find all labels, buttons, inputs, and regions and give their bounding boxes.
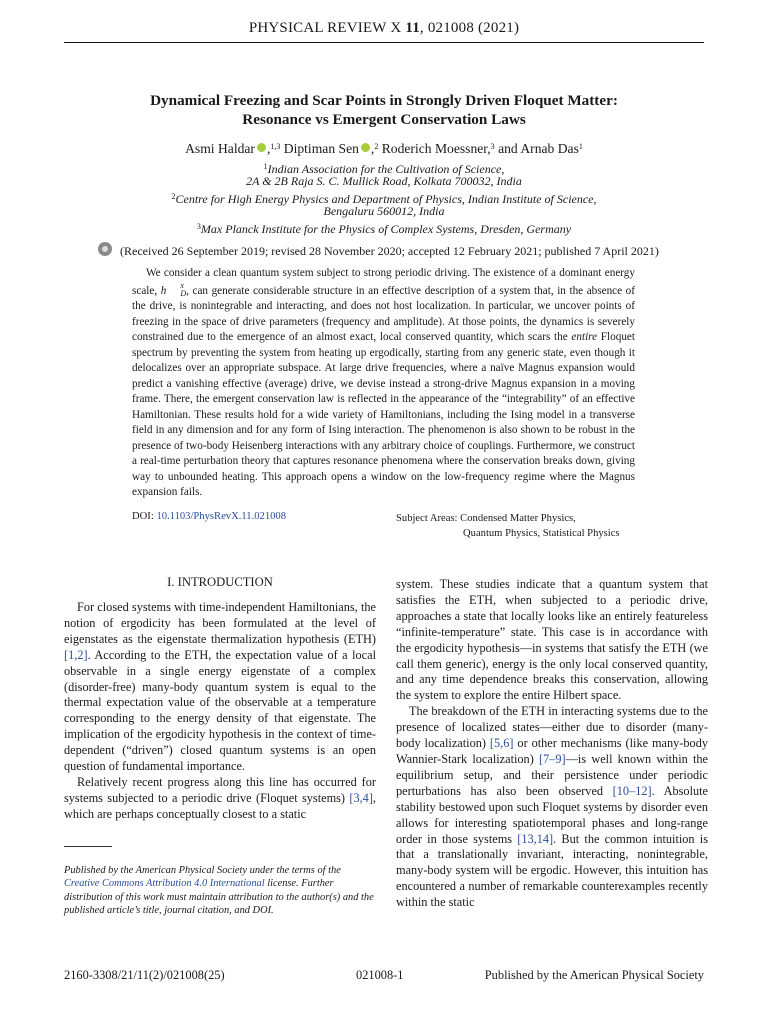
running-header: PHYSICAL REVIEW X 11, 021008 (2021) — [248, 20, 520, 36]
paragraph: For closed systems with time-independent Hamiltonians, the notion of ergodicity has been formulated at the level of eigenstates as the eigenstate thermalization hypothesis (ETH) [1,2]. According to the ETH, the expectation value of a local observable in a single energy eigenstate of a complex (disorder-free) many-body quantum system is equal to the thermal expectation value of the observable at a temperature corresponding to the energy density of that eigenstate. The implication of the ergodicity hypothesis in the context of time-dependent (“driven”) closed quantum systems is an open question of fundamental importance. — [64, 600, 376, 774]
subject-areas: Subject Areas: Condensed Matter Physics, Quantum Physics, Statistical Physics — [396, 513, 620, 539]
citation-link[interactable]: [10–12] — [612, 783, 652, 798]
citation-link[interactable]: [13,14] — [517, 831, 554, 846]
orcid-icon[interactable] — [257, 143, 266, 152]
symbol: h — [160, 284, 167, 297]
author-name[interactable]: Arnab Das — [520, 141, 579, 156]
author-name[interactable]: Roderich Moessner, — [381, 141, 491, 156]
paragraph: system. These studies indicate that a quantum system that satisfies the ETH, when subjected to a periodic drive, approaches a state that locally looks like an entirely featureless “infinite-temperature” state. This case is in accordance with the ergodicity hypothesis—in systems that satisfy the ETH (we call them generic), energy is the only local conserved quantity, and any time dependence breaks this conservation, allowing the system to explore the entire Hilbert space. — [396, 577, 708, 703]
citation-link[interactable]: [5,6] — [489, 736, 514, 751]
footnote-rule — [64, 846, 112, 847]
abstract: We consider a clean quantum system subject to strong periodic driving. The existence of a dominant energy scale, h x D , can generate considerable structure in an effective description of a system that, in the absence of the drive, is nonintegrable and interacting, and does not host localization. In particular, we uncover points of freezing in the space of drive parameters (frequency and amplitude). At those points, the dynamics is severely constrained due to the emergence of an almost exact, local conserved quantity, which scars the entire Floquet spectrum by preventing the system from heating up ergodically, starting from any generic state, even though it delocalizes over an appropriate subspace. At large drive frequencies, where a naïve Magnus expansion would predict a vanishing effective (average) drive, we devise instead a strong-drive Magnus expansion in a moving frame. There, the emergent conservation law is reflected in the appearance of the “integrability” of an effective Hamiltonian. These results hold for a wide variety of Hamiltonians, including the Ising model in a transverse field in any dimension and for any form of Ising interaction. The phenomenon is also shown to be robust in the presence of two-body Heisenberg interactions with any arbitrary choice of couplings. Furthermore, we construct a real-time perturbation theory that captures resonance phenomena where the conservation breaks down, giving way to unbounded heating. This approach opens a window on the low-frequency regime where the Magnus expansion fails. — [132, 267, 635, 498]
journal-name: PHYSICAL REVIEW X — [248, 20, 402, 36]
footer-issn: 2160-3308/21/11(2)/021008(25) — [64, 968, 225, 982]
journal-volume: 11 — [405, 20, 420, 36]
affiliation: Bengaluru 560012, India — [323, 204, 445, 218]
author-name[interactable]: Diptiman Sen — [283, 141, 359, 156]
crossmark-icon[interactable] — [98, 242, 112, 256]
author-list: Asmi Haldar ,$^{1,3}$ Diptiman Sen ,$^2$ Roderich Moessner,$^3$ and Arnab Das$^1$ — [185, 141, 583, 156]
license-link[interactable]: Creative Commons Attribution 4.0 International — [64, 878, 265, 890]
body-column-left — [64, 600, 376, 823]
article-number: 021008 (2021) — [427, 20, 520, 36]
received-dates: (Received 26 September 2019; revised 28 November 2020; accepted 12 February 2021; published 7 April 2021) — [120, 244, 659, 258]
paragraph: The breakdown of the ETH in interacting systems due to the presence of localized states—either due to disorder (many-body localization) [5,6] or other mechanisms (like many-body Wannier-Stark localization) [7–9]—is well known within the equilibrium setup, and their persistence under periodic perturbations has also been observed [10–12]. Absolute stability bestowed upon such Floquet systems by disorder even allows for interesting spatiotemporal phases and long-range order in those systems [13,14]. But the common intuition is that a translationally invariant, interacting, nonintegrable, many-body system will be ergodic. However, this intuition has encountered a number of remarkable counterexamples recently within the static — [396, 704, 709, 910]
affiliation: 2A & 2B Raja S. C. Mullick Road, Kolkata 700032, India — [246, 174, 522, 188]
author-name[interactable]: Asmi Haldar — [185, 141, 255, 156]
affiliation: $^2$Centre for High Energy Physics and Department of Physics, Indian Institute of Science, — [171, 192, 597, 206]
header-rule — [64, 42, 704, 43]
footer-publisher: Published by the American Physical Society — [484, 968, 704, 982]
affiliation: $^1$Indian Association for the Cultivation of Science, — [263, 162, 505, 176]
citation-link[interactable]: [7–9] — [538, 751, 566, 766]
doi: DOI: 10.1103/PhysRevX.11.021008 — [132, 511, 287, 522]
orcid-icon[interactable] — [361, 143, 370, 152]
license-footnote: Published by the American Physical Society under the terms of the Creative Commons Attribution 4.0 International license. Further distribution of this work must maintain attribution to the author(s) and the published article’s title, journal citation, and DOI. — [64, 865, 374, 916]
citation-link[interactable]: [3,4] — [349, 790, 373, 805]
section-heading: I. INTRODUCTION — [167, 575, 273, 589]
doi-link[interactable]: 10.1103/PhysRevX.11.021008 — [156, 511, 287, 522]
body-column-right — [396, 577, 708, 911]
footer-page-number: 021008-1 — [356, 968, 404, 982]
paper-title: Dynamical Freezing and Scar Points in Strongly Driven Floquet Matter: Resonance vs Emergent Conservation Laws — [150, 92, 618, 128]
paragraph: Relatively recent progress along this line has occurred for systems subjected to a periodic drive (Floquet systems) [3,4], which are perhaps conceptually closest to a static — [64, 774, 376, 821]
citation-link[interactable]: [1,2] — [64, 647, 88, 662]
affiliation: $^3$Max Planck Institute for the Physics of Complex Systems, Dresden, Germany — [196, 222, 572, 236]
